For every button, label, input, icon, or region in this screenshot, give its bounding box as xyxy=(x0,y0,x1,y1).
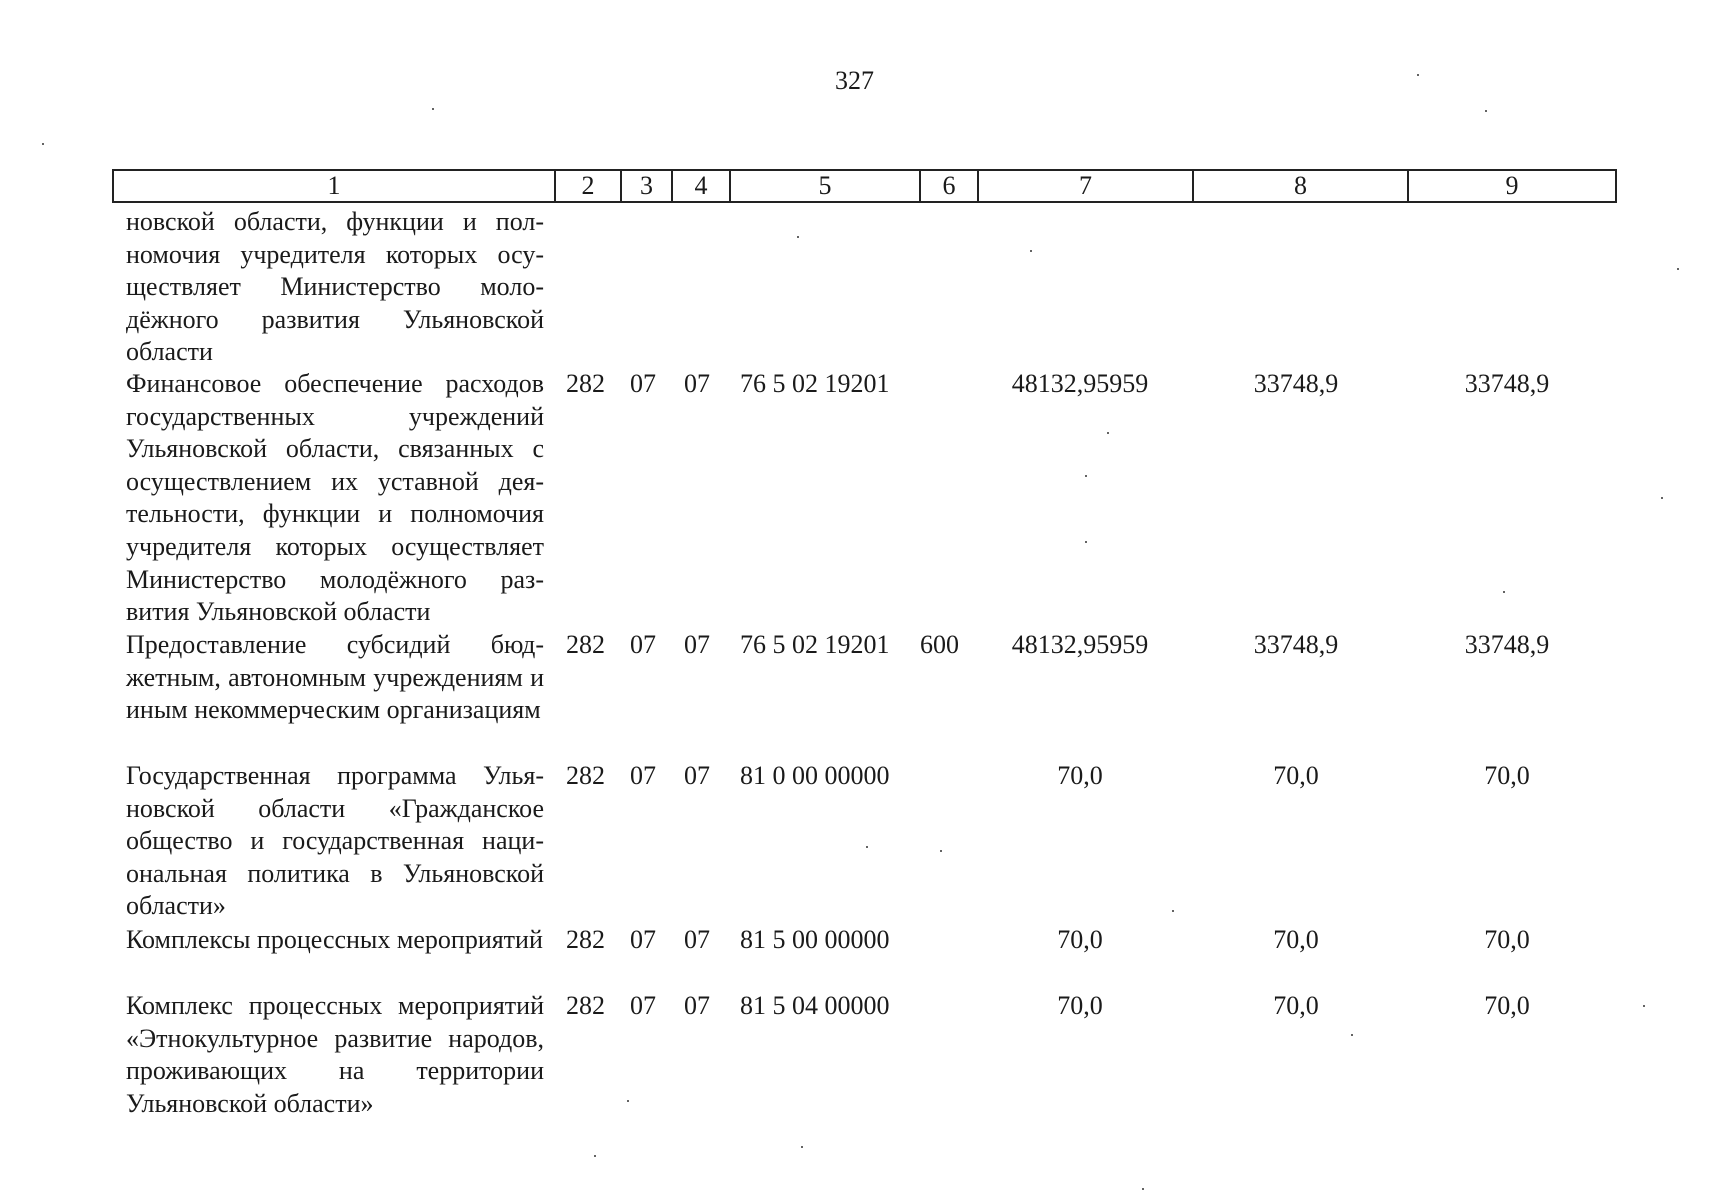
subsection-code: 07 xyxy=(684,991,710,1020)
scan-speck xyxy=(1485,110,1487,112)
scan-speck xyxy=(1172,910,1174,912)
column-header-4: 4 xyxy=(672,170,730,202)
page-number: 327 xyxy=(835,66,874,95)
section-code: 07 xyxy=(630,991,656,1020)
scan-speck xyxy=(1661,497,1663,499)
scan-speck xyxy=(1351,1034,1353,1036)
subsection-code: 07 xyxy=(684,630,710,659)
column-header-8: 8 xyxy=(1193,170,1408,202)
scan-speck xyxy=(1677,268,1679,270)
amount-col-7: 70,0 xyxy=(1057,991,1103,1020)
scan-speck xyxy=(627,1100,629,1102)
scan-speck xyxy=(42,143,44,145)
amount-col-9: 70,0 xyxy=(1484,991,1530,1020)
amount-col-9: 70,0 xyxy=(1484,925,1530,954)
amount-col-8: 70,0 xyxy=(1273,925,1319,954)
scan-speck xyxy=(866,846,868,848)
scan-speck xyxy=(1417,74,1419,76)
amount-col-7: 48132,95959 xyxy=(1011,630,1149,659)
column-header-3: 3 xyxy=(621,170,672,202)
scan-speck xyxy=(432,108,434,110)
scan-speck xyxy=(1643,1005,1645,1007)
row-description: Предоставление субсидий бюджетным, автономным учреждениям и иным некоммерческим организациям xyxy=(126,630,544,725)
admin-code: 282 xyxy=(566,761,605,790)
amount-col-9: 33748,9 xyxy=(1464,369,1550,398)
row-description: Государственная программа Ульяновской области «Гражданское общество и государственная национальная политика в Ульяновской области» xyxy=(126,761,544,921)
amount-col-9: 33748,9 xyxy=(1464,630,1550,659)
column-header-6: 6 xyxy=(920,170,978,202)
column-header-row xyxy=(113,170,1616,202)
scan-speck xyxy=(1503,591,1505,593)
amount-col-9: 70,0 xyxy=(1484,761,1530,790)
amount-col-8: 33748,9 xyxy=(1253,630,1339,659)
subsection-code: 07 xyxy=(684,761,710,790)
row-description: новской области, функции и полномочия учредителя которых осуществляет Министерство молодёжного развития Ульяновской области xyxy=(126,207,544,367)
scan-speck xyxy=(1142,1188,1144,1190)
amount-col-7: 70,0 xyxy=(1057,925,1103,954)
column-header-5: 5 xyxy=(730,170,920,202)
target-article-code: 81 5 00 00000 xyxy=(740,925,890,954)
amount-col-8: 70,0 xyxy=(1273,991,1319,1020)
column-header-1: 1 xyxy=(113,170,555,202)
section-code: 07 xyxy=(630,630,656,659)
section-code: 07 xyxy=(630,369,656,398)
column-header-7: 7 xyxy=(978,170,1193,202)
scan-speck xyxy=(940,850,942,852)
column-header-9: 9 xyxy=(1408,170,1616,202)
row-description: Финансовое обеспечение расходов государственных учреждений Ульяновской области, связанных с осуществлением их уставной деятельности, функции и полномочия учредителя которых осуществляет Министерство молодёжного развития Ульяновской области xyxy=(126,369,544,627)
scan-speck xyxy=(1085,475,1087,477)
scan-speck xyxy=(797,236,799,238)
scan-speck xyxy=(1085,541,1087,543)
admin-code: 282 xyxy=(566,630,605,659)
section-code: 07 xyxy=(630,761,656,790)
scan-speck xyxy=(594,1155,596,1157)
column-header-2: 2 xyxy=(555,170,621,202)
scan-speck xyxy=(801,1146,803,1148)
target-article-code: 76 5 02 19201 xyxy=(740,630,890,659)
amount-col-7: 70,0 xyxy=(1057,761,1103,790)
admin-code: 282 xyxy=(566,925,605,954)
subsection-code: 07 xyxy=(684,369,710,398)
section-code: 07 xyxy=(630,925,656,954)
subsection-code: 07 xyxy=(684,925,710,954)
admin-code: 282 xyxy=(566,991,605,1020)
expense-type-code: 600 xyxy=(920,630,959,659)
admin-code: 282 xyxy=(566,369,605,398)
target-article-code: 81 0 00 00000 xyxy=(740,761,890,790)
target-article-code: 81 5 04 00000 xyxy=(740,991,890,1020)
amount-col-8: 33748,9 xyxy=(1253,369,1339,398)
row-description: Комплексы процессных мероприятий xyxy=(126,925,543,954)
target-article-code: 76 5 02 19201 xyxy=(740,369,890,398)
scan-speck xyxy=(1030,250,1032,252)
row-description: Комплекс процессных мероприятий «Этнокультурное развитие народов, проживающих на территории Ульяновской области» xyxy=(126,991,544,1118)
amount-col-8: 70,0 xyxy=(1273,761,1319,790)
amount-col-7: 48132,95959 xyxy=(1011,369,1149,398)
scan-speck xyxy=(1107,432,1109,434)
column-header-table xyxy=(112,169,1617,203)
